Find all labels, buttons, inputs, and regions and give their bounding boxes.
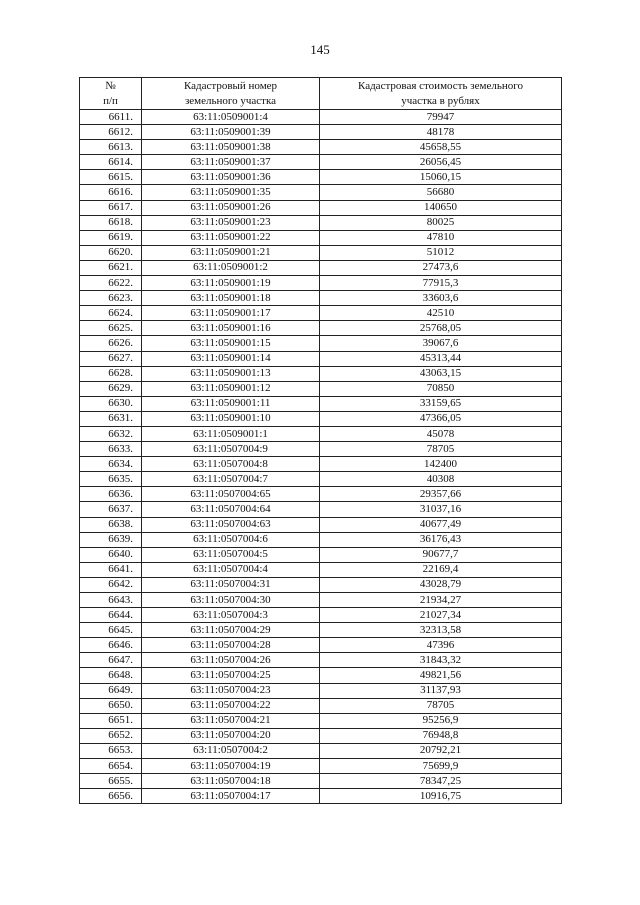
table-row xyxy=(80,759,562,774)
table-row xyxy=(80,245,562,260)
cadastral-number-cell: 63:11:0507004:17 xyxy=(142,789,320,804)
cadastral-number-cell: 63:11:0509001:18 xyxy=(142,291,320,306)
cadastral-value-cell: 47396 xyxy=(320,638,562,653)
table-row xyxy=(80,713,562,728)
row-number-cell: 6621. xyxy=(80,260,142,275)
cadastral-value-cell: 33603,6 xyxy=(320,291,562,306)
cadastral-value-cell: 45313,44 xyxy=(320,351,562,366)
cadastral-value-cell: 45078 xyxy=(320,426,562,441)
cadastral-value-cell: 33159,65 xyxy=(320,396,562,411)
cadastral-value-cell: 78705 xyxy=(320,698,562,713)
table-row xyxy=(80,547,562,562)
row-number-cell: 6617. xyxy=(80,200,142,215)
row-number-cell: 6629. xyxy=(80,381,142,396)
table-row xyxy=(80,336,562,351)
cadastral-value-cell: 21934,27 xyxy=(320,593,562,608)
row-number-cell: 6639. xyxy=(80,532,142,547)
cadastral-value-cell: 90677,7 xyxy=(320,547,562,562)
table-row xyxy=(80,155,562,170)
table-row xyxy=(80,638,562,653)
cadastral-value-cell: 21027,34 xyxy=(320,608,562,623)
row-number-cell: 6656. xyxy=(80,789,142,804)
cadastral-number-cell: 63:11:0507004:6 xyxy=(142,532,320,547)
cadastral-number-cell: 63:11:0509001:19 xyxy=(142,276,320,291)
cadastral-value-cell: 75699,9 xyxy=(320,759,562,774)
cadastral-number-cell: 63:11:0507004:7 xyxy=(142,472,320,487)
row-number-cell: 6648. xyxy=(80,668,142,683)
row-number-cell: 6646. xyxy=(80,638,142,653)
header-row-number-label: № п/п xyxy=(103,79,118,107)
row-number-cell: 6638. xyxy=(80,517,142,532)
cadastral-value-cell: 49821,56 xyxy=(320,668,562,683)
cadastral-number-cell: 63:11:0507004:64 xyxy=(142,502,320,517)
page-number: 145 xyxy=(310,42,330,57)
cadastral-number-cell: 63:11:0507004:63 xyxy=(142,517,320,532)
cadastral-number-cell: 63:11:0507004:29 xyxy=(142,623,320,638)
cadastral-number-cell: 63:11:0509001:14 xyxy=(142,351,320,366)
cadastral-value-cell: 20792,21 xyxy=(320,743,562,758)
cadastral-number-cell: 63:11:0507004:18 xyxy=(142,774,320,789)
table-row xyxy=(80,698,562,713)
row-number-cell: 6647. xyxy=(80,653,142,668)
row-number-cell: 6611. xyxy=(80,110,142,125)
row-number-cell: 6655. xyxy=(80,774,142,789)
row-number-cell: 6650. xyxy=(80,698,142,713)
table-row xyxy=(80,230,562,245)
row-number-cell: 6615. xyxy=(80,170,142,185)
header-cadastral-number-label: Кадастровый номер земельного участка xyxy=(183,79,278,107)
row-number-cell: 6653. xyxy=(80,743,142,758)
cadastral-value-cell: 10916,75 xyxy=(320,789,562,804)
cadastral-number-cell: 63:11:0509001:35 xyxy=(142,185,320,200)
row-number-cell: 6637. xyxy=(80,502,142,517)
cadastral-value-cell: 26056,45 xyxy=(320,155,562,170)
table-row xyxy=(80,683,562,698)
cadastral-number-cell: 63:11:0507004:26 xyxy=(142,653,320,668)
row-number-cell: 6620. xyxy=(80,245,142,260)
cadastral-number-cell: 63:11:0507004:22 xyxy=(142,698,320,713)
cadastral-number-cell: 63:11:0509001:26 xyxy=(142,200,320,215)
cadastral-number-cell: 63:11:0509001:16 xyxy=(142,321,320,336)
table-row xyxy=(80,276,562,291)
cadastral-value-cell: 31137,93 xyxy=(320,683,562,698)
row-number-cell: 6636. xyxy=(80,487,142,502)
cadastral-value-cell: 79947 xyxy=(320,110,562,125)
cadastral-value-cell: 77915,3 xyxy=(320,276,562,291)
row-number-cell: 6628. xyxy=(80,366,142,381)
cadastral-value-cell: 15060,15 xyxy=(320,170,562,185)
row-number-cell: 6627. xyxy=(80,351,142,366)
row-number-cell: 6626. xyxy=(80,336,142,351)
cadastral-value-cell: 31843,32 xyxy=(320,653,562,668)
cadastral-number-cell: 63:11:0507004:8 xyxy=(142,457,320,472)
row-number-cell: 6625. xyxy=(80,321,142,336)
cadastral-number-cell: 63:11:0507004:20 xyxy=(142,728,320,743)
row-number-cell: 6634. xyxy=(80,457,142,472)
cadastral-number-cell: 63:11:0507004:4 xyxy=(142,562,320,577)
table-row xyxy=(80,472,562,487)
cadastral-value-cell: 47810 xyxy=(320,230,562,245)
header-cadastral-value xyxy=(320,78,562,110)
table-row xyxy=(80,517,562,532)
cadastral-value-cell: 45658,55 xyxy=(320,140,562,155)
table-row xyxy=(80,260,562,275)
cadastral-number-cell: 63:11:0507004:30 xyxy=(142,593,320,608)
cadastral-value-cell: 43063,15 xyxy=(320,366,562,381)
header-row-number xyxy=(80,78,142,110)
cadastral-number-cell: 63:11:0509001:22 xyxy=(142,230,320,245)
table-row xyxy=(80,381,562,396)
row-number-cell: 6649. xyxy=(80,683,142,698)
cadastral-number-cell: 63:11:0507004:2 xyxy=(142,743,320,758)
table-row xyxy=(80,396,562,411)
cadastral-number-cell: 63:11:0509001:12 xyxy=(142,381,320,396)
table-row xyxy=(80,321,562,336)
table-row xyxy=(80,789,562,804)
row-number-cell: 6643. xyxy=(80,593,142,608)
table-row xyxy=(80,426,562,441)
row-number-cell: 6632. xyxy=(80,426,142,441)
table-row xyxy=(80,608,562,623)
table-row xyxy=(80,170,562,185)
cadastral-value-cell: 70850 xyxy=(320,381,562,396)
cadastral-value-cell: 40308 xyxy=(320,472,562,487)
table-row xyxy=(80,457,562,472)
row-number-cell: 6618. xyxy=(80,215,142,230)
table-row xyxy=(80,442,562,457)
cadastral-value-cell: 95256,9 xyxy=(320,713,562,728)
table-row xyxy=(80,562,562,577)
row-number-cell: 6614. xyxy=(80,155,142,170)
table-row xyxy=(80,728,562,743)
row-number-cell: 6619. xyxy=(80,230,142,245)
row-number-cell: 6654. xyxy=(80,759,142,774)
cadastral-value-cell: 140650 xyxy=(320,200,562,215)
cadastral-value-cell: 27473,6 xyxy=(320,260,562,275)
cadastral-number-cell: 63:11:0509001:37 xyxy=(142,155,320,170)
cadastral-number-cell: 63:11:0507004:21 xyxy=(142,713,320,728)
cadastral-value-cell: 56680 xyxy=(320,185,562,200)
cadastral-value-cell: 51012 xyxy=(320,245,562,260)
cadastral-number-cell: 63:11:0509001:13 xyxy=(142,366,320,381)
row-number-cell: 6641. xyxy=(80,562,142,577)
table-row xyxy=(80,502,562,517)
row-number-cell: 6651. xyxy=(80,713,142,728)
cadastral-number-cell: 63:11:0507004:31 xyxy=(142,577,320,592)
table-row xyxy=(80,593,562,608)
table-row xyxy=(80,743,562,758)
cadastral-number-cell: 63:11:0509001:15 xyxy=(142,336,320,351)
cadastral-value-cell: 142400 xyxy=(320,457,562,472)
cadastral-number-cell: 63:11:0507004:3 xyxy=(142,608,320,623)
row-number-cell: 6644. xyxy=(80,608,142,623)
cadastral-value-cell: 40677,49 xyxy=(320,517,562,532)
cadastral-number-cell: 63:11:0507004:23 xyxy=(142,683,320,698)
cadastral-number-cell: 63:11:0509001:17 xyxy=(142,306,320,321)
table-row xyxy=(80,532,562,547)
row-number-cell: 6633. xyxy=(80,442,142,457)
cadastral-number-cell: 63:11:0509001:1 xyxy=(142,426,320,441)
row-number-cell: 6652. xyxy=(80,728,142,743)
cadastral-value-cell: 39067,6 xyxy=(320,336,562,351)
row-number-cell: 6624. xyxy=(80,306,142,321)
table-row xyxy=(80,411,562,426)
cadastral-value-cell: 42510 xyxy=(320,306,562,321)
cadastral-value-cell: 47366,05 xyxy=(320,411,562,426)
table-row xyxy=(80,110,562,125)
row-number-cell: 6631. xyxy=(80,411,142,426)
cadastral-value-cell: 76948,8 xyxy=(320,728,562,743)
cadastral-value-cell: 32313,58 xyxy=(320,623,562,638)
cadastral-value-cell: 29357,66 xyxy=(320,487,562,502)
table-row xyxy=(80,653,562,668)
cadastral-value-cell: 48178 xyxy=(320,125,562,140)
row-number-cell: 6622. xyxy=(80,276,142,291)
row-number-cell: 6623. xyxy=(80,291,142,306)
table-row xyxy=(80,291,562,306)
cadastral-value-table xyxy=(79,77,562,804)
cadastral-number-cell: 63:11:0507004:9 xyxy=(142,442,320,457)
table-row xyxy=(80,577,562,592)
cadastral-value-cell: 80025 xyxy=(320,215,562,230)
table-row xyxy=(80,366,562,381)
row-number-cell: 6630. xyxy=(80,396,142,411)
cadastral-value-cell: 31037,16 xyxy=(320,502,562,517)
cadastral-value-cell: 78347,25 xyxy=(320,774,562,789)
row-number-cell: 6645. xyxy=(80,623,142,638)
cadastral-number-cell: 63:11:0509001:39 xyxy=(142,125,320,140)
table-row xyxy=(80,351,562,366)
cadastral-number-cell: 63:11:0509001:23 xyxy=(142,215,320,230)
cadastral-number-cell: 63:11:0507004:28 xyxy=(142,638,320,653)
cadastral-number-cell: 63:11:0509001:36 xyxy=(142,170,320,185)
row-number-cell: 6635. xyxy=(80,472,142,487)
cadastral-value-cell: 36176,43 xyxy=(320,532,562,547)
row-number-cell: 6642. xyxy=(80,577,142,592)
table-row xyxy=(80,125,562,140)
cadastral-number-cell: 63:11:0509001:38 xyxy=(142,140,320,155)
row-number-cell: 6616. xyxy=(80,185,142,200)
table-row xyxy=(80,306,562,321)
row-number-cell: 6640. xyxy=(80,547,142,562)
table-header-row xyxy=(80,78,562,110)
table-row xyxy=(80,668,562,683)
table-row xyxy=(80,185,562,200)
cadastral-number-cell: 63:11:0509001:10 xyxy=(142,411,320,426)
row-number-cell: 6612. xyxy=(80,125,142,140)
cadastral-number-cell: 63:11:0507004:25 xyxy=(142,668,320,683)
cadastral-value-cell: 78705 xyxy=(320,442,562,457)
cadastral-number-cell: 63:11:0509001:21 xyxy=(142,245,320,260)
cadastral-number-cell: 63:11:0509001:11 xyxy=(142,396,320,411)
cadastral-number-cell: 63:11:0509001:2 xyxy=(142,260,320,275)
table-body xyxy=(80,110,562,804)
cadastral-number-cell: 63:11:0509001:4 xyxy=(142,110,320,125)
cadastral-value-cell: 43028,79 xyxy=(320,577,562,592)
table-row xyxy=(80,623,562,638)
table-row xyxy=(80,140,562,155)
table-row xyxy=(80,200,562,215)
table-row xyxy=(80,215,562,230)
cadastral-number-cell: 63:11:0507004:19 xyxy=(142,759,320,774)
row-number-cell: 6613. xyxy=(80,140,142,155)
cadastral-number-cell: 63:11:0507004:65 xyxy=(142,487,320,502)
table-row xyxy=(80,774,562,789)
cadastral-value-cell: 25768,05 xyxy=(320,321,562,336)
table-row xyxy=(80,487,562,502)
header-cadastral-value-label: Кадастровая стоимость земельного участка в рублях xyxy=(358,79,523,107)
cadastral-value-cell: 22169,4 xyxy=(320,562,562,577)
header-cadastral-number xyxy=(142,78,320,110)
cadastral-number-cell: 63:11:0507004:5 xyxy=(142,547,320,562)
